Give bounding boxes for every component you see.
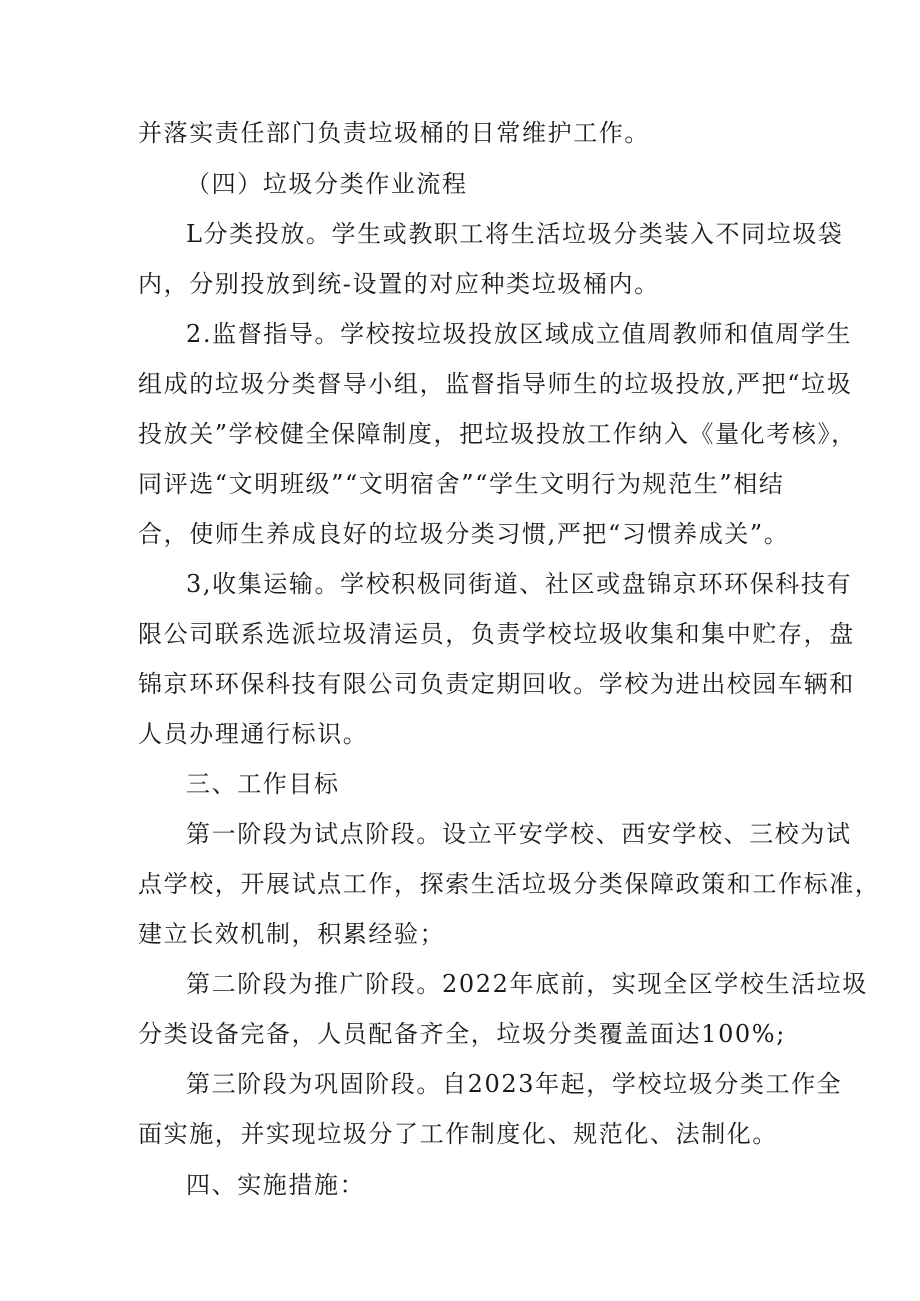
paragraph-line: 锦京环环保科技有限公司负责定期回收。学校为进出校园车辆和: [138, 670, 855, 698]
paragraph-line: 同评选“文明班级”“文明宿舍”“学生文明行为规范生”相结: [138, 470, 785, 498]
section-heading: （四）垃圾分类作业流程: [186, 170, 468, 198]
paragraph-line: 第三阶段为巩固阶段。自2023年起，学校垃圾分类工作全: [186, 1070, 843, 1098]
paragraph-line: 分类设备完备，人员配备齐全，垃圾分类覆盖面达100%;: [138, 1020, 786, 1048]
text-line: 并落实责任部门负责垃圾桶的日常维护工作。: [138, 119, 650, 147]
paragraph-line: 人员办理通行标识。: [138, 720, 369, 748]
paragraph-line: 建立长效机制，积累经验；: [138, 920, 446, 948]
paragraph-line: 组成的垃圾分类督导小组，监督指导师生的垃圾投放,严把“垃圾: [138, 370, 853, 398]
paragraph-line: 投放关”学校健全保障制度，把垃圾投放工作纳入《量化考核》，: [138, 420, 857, 448]
paragraph-line: L分类投放。学生或教职工将生活垃圾分类装入不同垃圾袋: [186, 220, 844, 248]
paragraph-line: 3,收集运输。学校积极同街道、社区或盘锦京环环保科技有: [186, 570, 853, 598]
section-heading: 三、工作目标: [186, 770, 340, 798]
paragraph-line: 2.监督指导。学校按垃圾投放区域成立值周教师和值周学生: [186, 320, 853, 348]
paragraph-line: 第一阶段为试点阶段。设立平安学校、西安学校、三校为试: [186, 820, 852, 848]
paragraph-line: 第二阶段为推广阶段。2022年底前，实现全区学校生活垃圾: [186, 970, 868, 998]
paragraph-line: 限公司联系选派垃圾清运员，负责学校垃圾收集和集中贮存，盘: [138, 620, 855, 648]
paragraph-line: 点学校，开展试点工作，探索生活垃圾分类保障政策和工作标准，: [138, 870, 881, 898]
paragraph-line: 合，使师生养成良好的垃圾分类习惯,严把“习惯养成关”。: [138, 520, 790, 548]
paragraph-line: 面实施，并实现垃圾分了工作制度化、规范化、法制化。: [138, 1120, 778, 1148]
section-heading: 四、实施措施：: [186, 1171, 366, 1199]
paragraph-line: 内，分别投放到统-设置的对应种类垃圾桶内。: [138, 270, 660, 298]
